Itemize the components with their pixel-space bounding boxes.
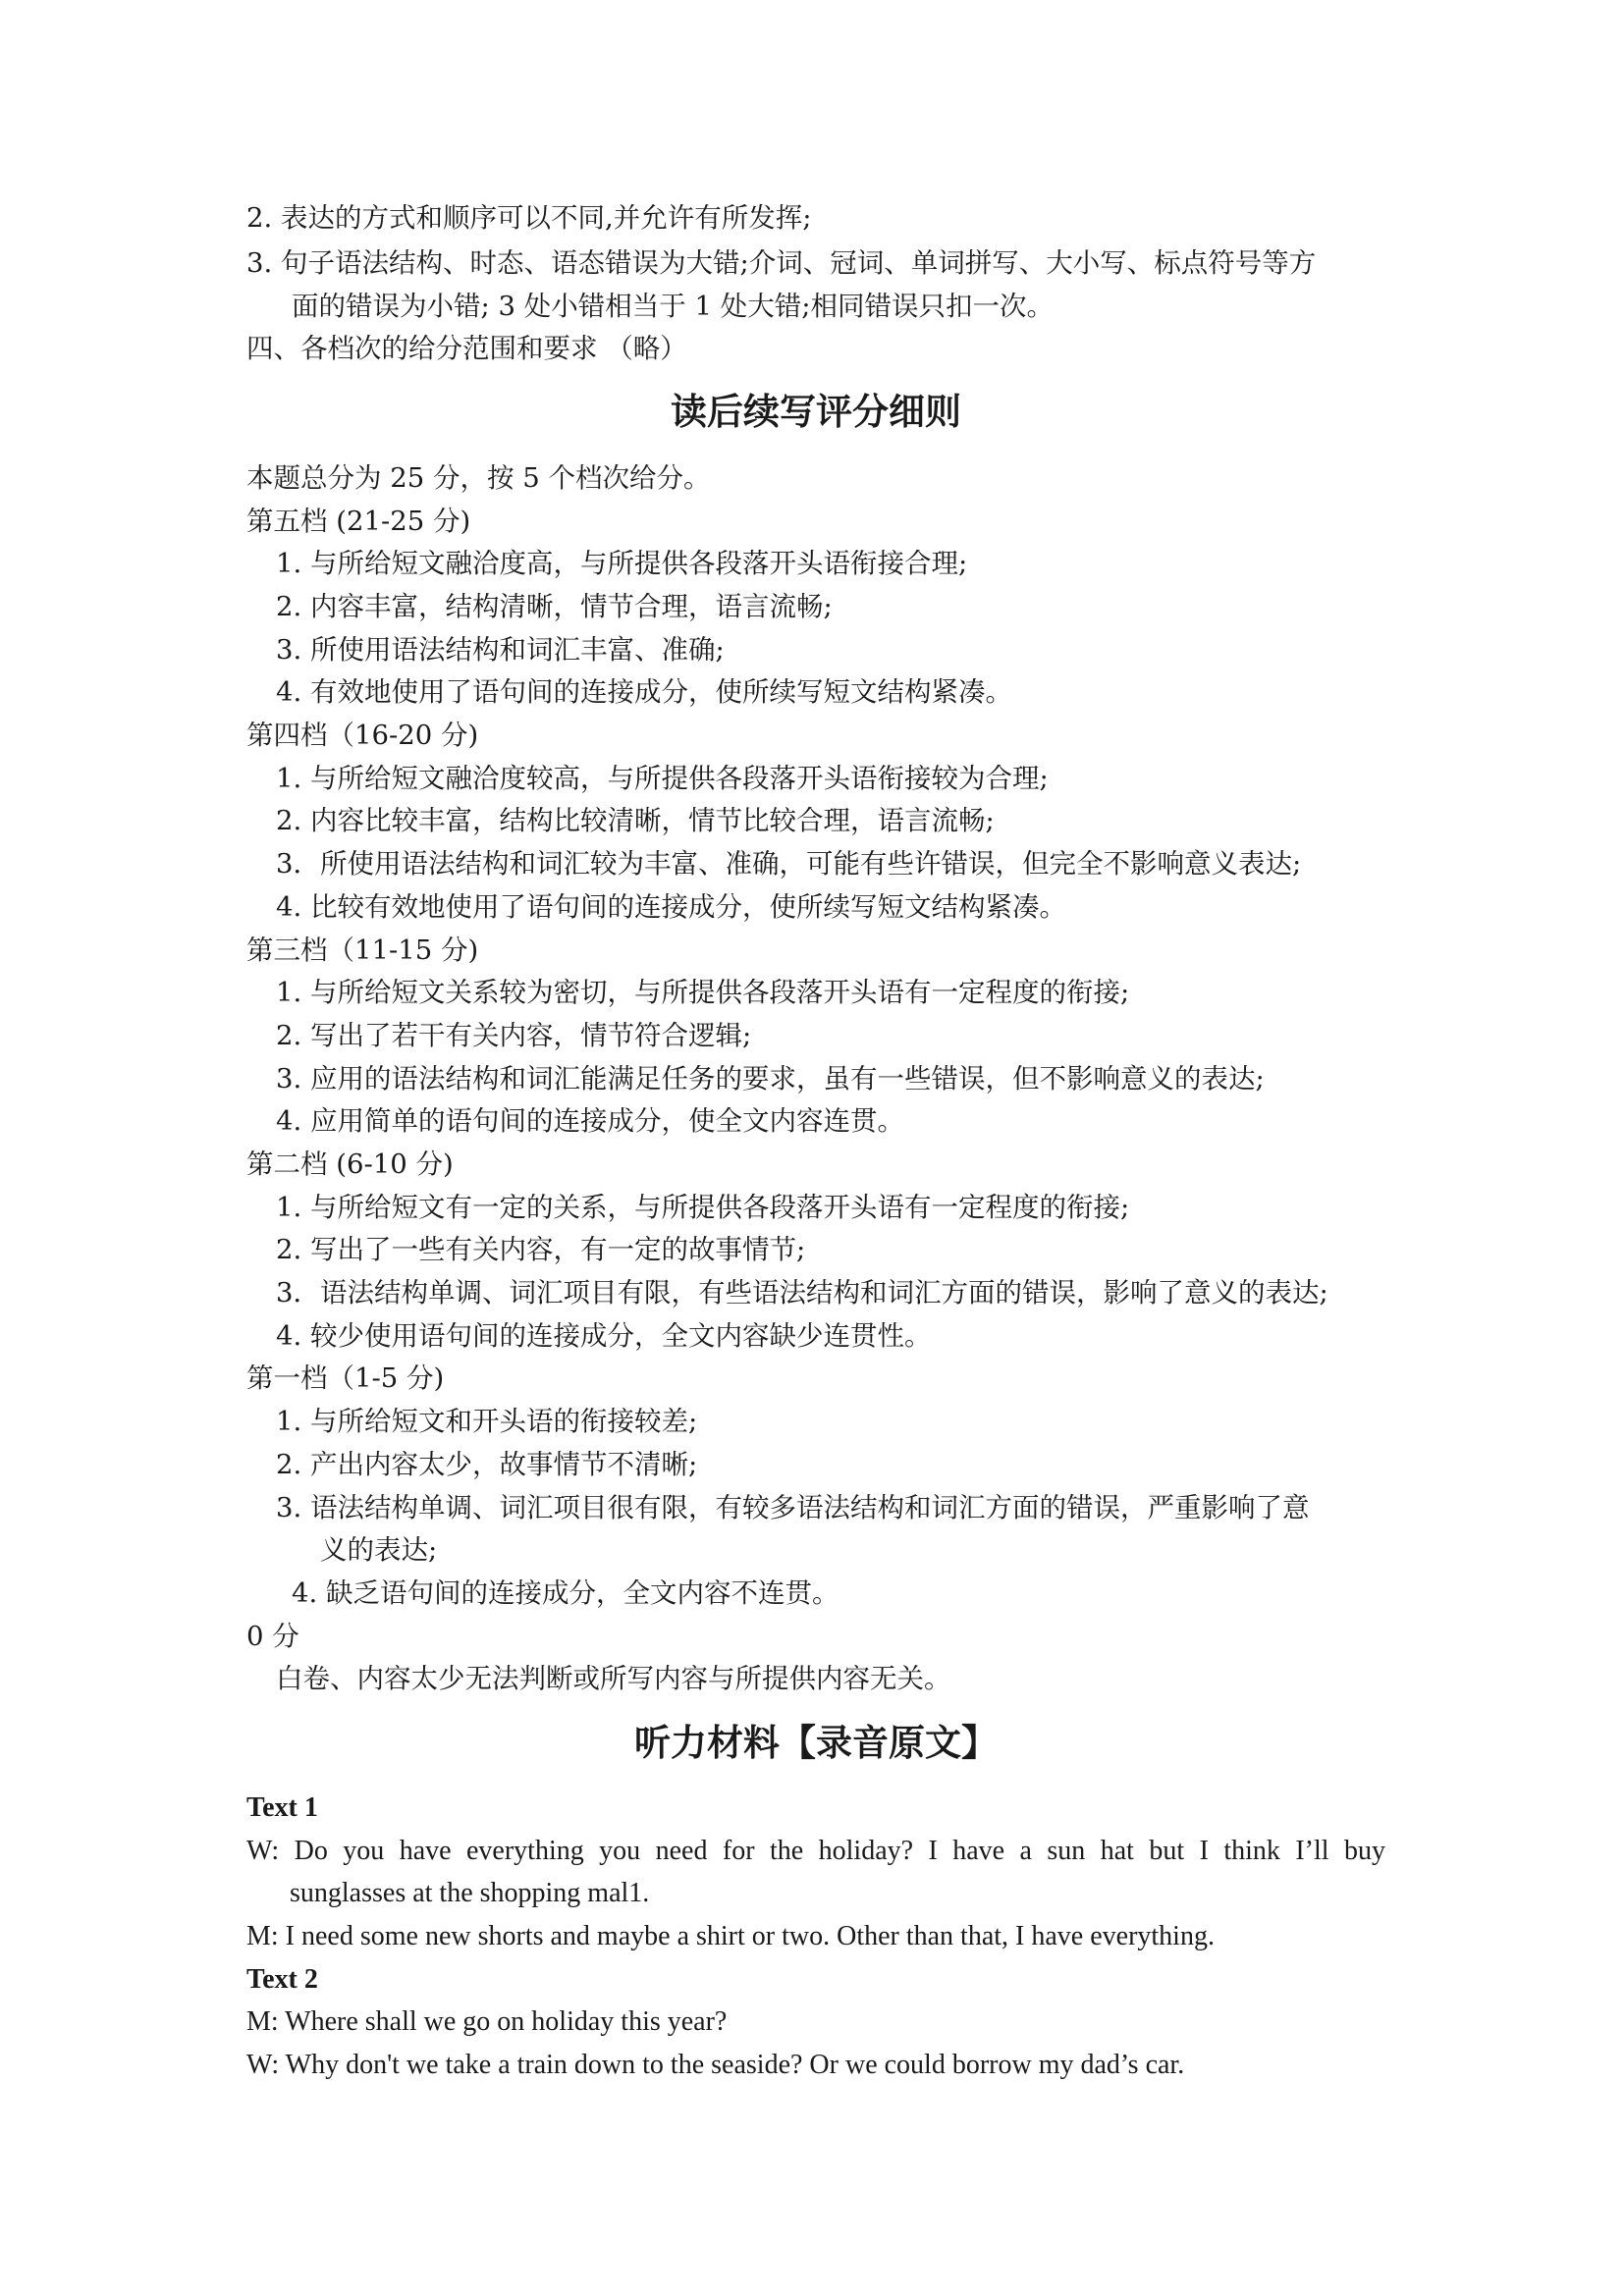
band-3-item-1: 1. 与所给短文关系较为密切，与所提供各段落开头语有一定程度的衔接;: [276, 977, 1130, 1008]
band-1-label: 第一档（1-5 分): [246, 1362, 445, 1394]
band-1-item-2: 2. 产出内容太少，故事情节不清晰;: [276, 1449, 698, 1480]
band-2-item-3: 3．语法结构单调、词汇项目有限，有些语法结构和词汇方面的错误，影响了意义的表达;: [276, 1277, 1328, 1308]
band-3-item-3: 3. 应用的语法结构和词汇能满足任务的要求，虽有一些错误，但不影响意义的表达;: [276, 1063, 1265, 1095]
band-2-item-4: 4. 较少使用语句间的连接成分，全文内容缺少连贯性。: [276, 1320, 932, 1352]
text-2-line-2: W: Why don't we take a train down to the seaside? Or we could borrow my dad’s car.: [246, 2050, 1185, 2080]
text-2-line-1: M: Where shall we go on holiday this year?: [246, 2006, 728, 2037]
text-1-line-1: W: Do you have everything you need for the holiday? I have a sun hat but I think I’ll buy: [246, 1836, 1385, 1866]
band-5-item-3: 3. 所使用语法结构和词汇丰富、准确;: [276, 634, 725, 666]
text-1-line-2: M: I need some new shorts and maybe a shirt or two. Other than that, I have everything.: [246, 1921, 1215, 1951]
band-2-item-2: 2. 写出了一些有关内容，有一定的故事情节;: [276, 1234, 806, 1265]
band-0-label: 0 分: [246, 1621, 299, 1652]
band-3-label: 第三档（11-15 分): [246, 934, 479, 966]
band-5-item-1: 1. 与所给短文融洽度高，与所提供各段落开头语衔接合理;: [276, 548, 968, 579]
writing-criterion-3: 3. 句子语法结构、时态、语态错误为大错;介词、冠词、单词拼写、大小写、标点符号等方: [246, 247, 1317, 279]
band-2-item-1: 1. 与所给短文有一定的关系，与所提供各段落开头语有一定程度的衔接;: [276, 1192, 1130, 1223]
band-4-item-2: 2. 内容比较丰富，结构比较清晰，情节比较合理，语言流畅;: [276, 805, 995, 836]
text-1-label: Text 1: [246, 1792, 318, 1823]
listening-title: 听力材料【录音原文】: [634, 1722, 998, 1764]
writing-criterion-2: 2. 表达的方式和顺序可以不同,并允许有所发挥;: [246, 202, 812, 234]
continuation-intro: 本题总分为 25 分，按 5 个档次给分。: [246, 462, 711, 494]
text-2-label: Text 2: [246, 1964, 318, 1995]
band-4-item-3: 3．所使用语法结构和词汇较为丰富、准确，可能有些许错误，但完全不影响意义表达;: [276, 848, 1302, 880]
section-four-heading: 四、各档次的给分范围和要求 （略）: [246, 333, 687, 364]
text-1-line-1-cont: sunglasses at the shopping mal1.: [290, 1878, 650, 1908]
band-5-label: 第五档 (21-25 分): [246, 506, 471, 537]
band-1-item-3: 3. 语法结构单调、词汇项目很有限，有较多语法结构和词汇方面的错误，严重影响了意: [276, 1492, 1310, 1523]
continuation-title: 读后续写评分细则: [671, 391, 961, 433]
band-3-item-2: 2. 写出了若干有关内容，情节符合逻辑;: [276, 1020, 752, 1051]
band-5-item-4: 4. 有效地使用了语句间的连接成分，使所续写短文结构紧凑。: [276, 676, 1012, 708]
writing-criterion-3-cont: 面的错误为小错; 3 处小错相当于 1 处大错;相同错误只扣一次。: [292, 291, 1054, 322]
band-0-description: 白卷、内容太少无法判断或所写内容与所提供内容无关。: [276, 1663, 951, 1694]
band-2-label: 第二档 (6-10 分): [246, 1148, 454, 1180]
band-1-item-3-cont: 义的表达;: [320, 1534, 438, 1566]
band-4-item-4: 4. 比较有效地使用了语句间的连接成分，使所续写短文结构紧凑。: [276, 891, 1066, 923]
band-4-label: 第四档（16-20 分): [246, 720, 479, 751]
band-4-item-1: 1. 与所给短文融洽度较高，与所提供各段落开头语衔接较为合理;: [276, 763, 1049, 794]
band-3-item-4: 4. 应用简单的语句间的连接成分，使全文内容连贯。: [276, 1105, 904, 1137]
band-1-item-1: 1. 与所给短文和开头语的衔接较差;: [276, 1406, 698, 1437]
band-1-item-4: 4. 缺乏语句间的连接成分，全文内容不连贯。: [292, 1577, 839, 1609]
band-5-item-2: 2. 内容丰富，结构清晰，情节合理，语言流畅;: [276, 591, 833, 622]
